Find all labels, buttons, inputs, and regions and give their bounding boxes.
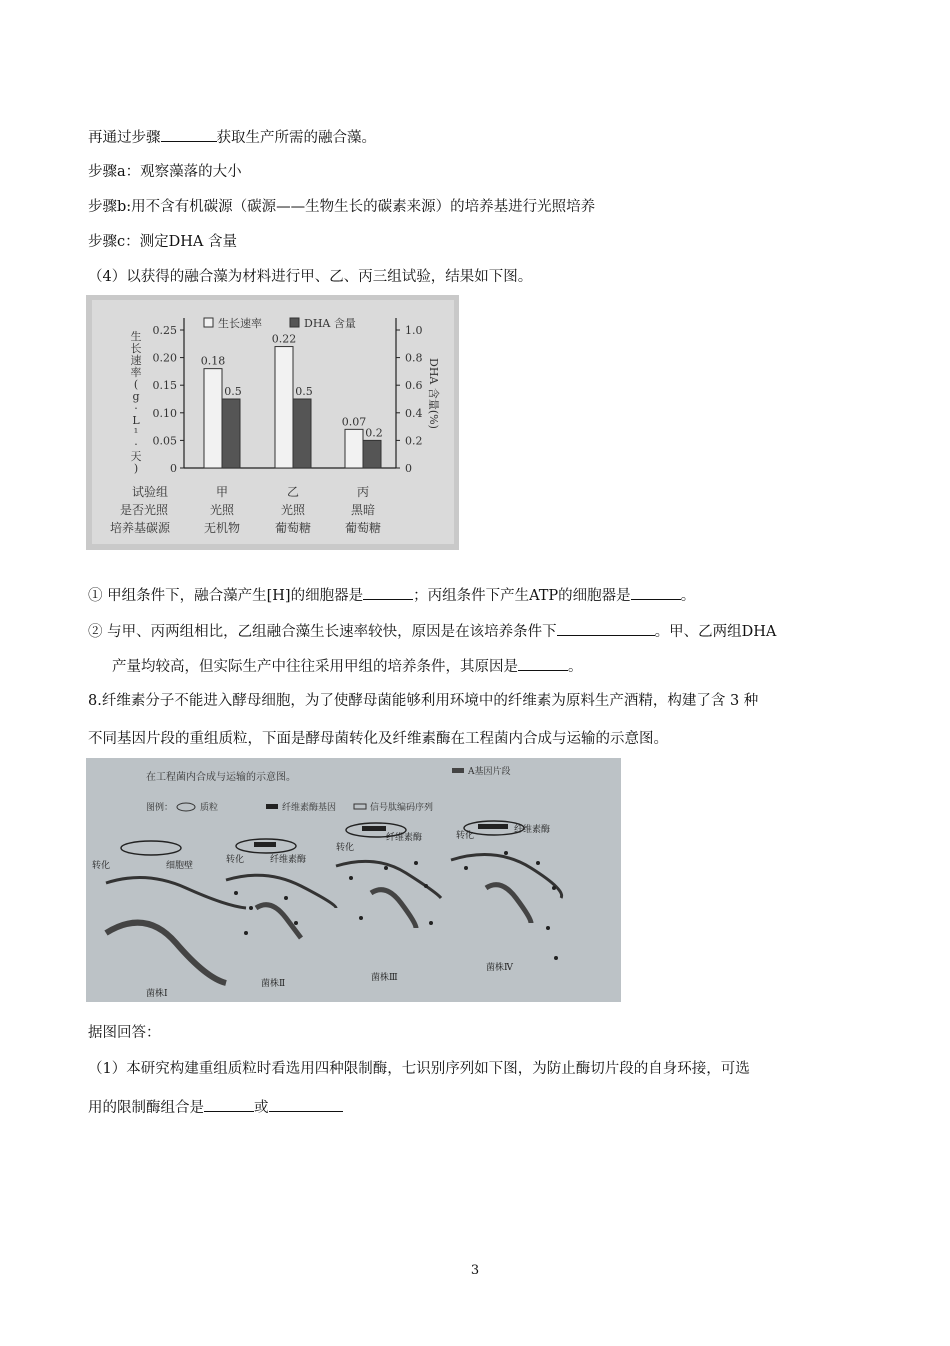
text-line-question-8b: 不同基因片段的重组质粒，下面是酵母菌转化及纤维素酶在工程菌内合成与运输的示意图。	[88, 731, 668, 747]
answer-blank[interactable]	[269, 1097, 343, 1112]
bar-growth-rate	[204, 369, 222, 468]
page-number: 3	[470, 1263, 480, 1278]
data-label-growth: 0.22	[271, 332, 297, 346]
legend-label-growth: 生长速率	[218, 317, 262, 330]
answer-blank[interactable]	[518, 656, 568, 671]
svg-text:菌株Ⅲ: 菌株Ⅲ	[371, 973, 398, 983]
text-line-q2-cont: 产量均较高，但实际生产中往往采用甲组的培养条件，其原因是 。	[112, 656, 583, 677]
row-label-light: 是否光照	[119, 503, 169, 517]
svg-text:纤维素酶: 纤维素酶	[386, 833, 423, 843]
svg-text:转化: 转化	[336, 843, 355, 853]
left-axis-label-char: g	[132, 390, 140, 403]
left-tick-label: 0.10	[152, 406, 177, 420]
text-line-answer-prompt: 据图回答：	[88, 1025, 161, 1041]
answer-blank[interactable]	[557, 621, 655, 636]
svg-text:转化: 转化	[456, 831, 475, 841]
data-label-dha: 0.5	[295, 385, 313, 398]
bar-growth-rate	[345, 429, 363, 468]
svg-text:A基因片段: A基因片段	[468, 767, 511, 777]
answer-blank[interactable]	[363, 585, 413, 600]
svg-text:信号肽编码序列: 信号肽编码序列	[370, 803, 434, 813]
text-line-question-8-1a: （1）本研究构建重组质粒时看选用四种限制酶，七识别序列如下图，为防止酶切片段的自身环接，可选	[88, 1061, 750, 1077]
category-label: 乙	[286, 485, 300, 499]
svg-text:质粒: 质粒	[200, 803, 219, 813]
right-tick-label: 0.6	[405, 379, 423, 393]
left-axis-label-char: 生	[130, 330, 142, 343]
data-label-growth: 0.07	[341, 415, 367, 429]
svg-text:图例：: 图例：	[146, 803, 174, 813]
svg-text:细胞壁: 细胞壁	[166, 861, 194, 871]
row-label-carbon: 培养基碳源	[109, 521, 171, 535]
left-axis-label-char: 长	[130, 342, 142, 355]
bar-dha-content	[363, 440, 381, 468]
text-line-step-c: 步骤c：测定DHA 含量	[88, 234, 237, 250]
light-condition-label: 黑暗	[350, 503, 376, 517]
bar-chart-photo	[86, 295, 459, 550]
bar-dha-content	[293, 399, 311, 468]
right-tick-label: 0.8	[405, 351, 423, 365]
left-tick-label: 0.25	[152, 324, 177, 337]
cellulase-gene-legend-icon	[266, 804, 278, 809]
left-tick-label: 0	[170, 462, 177, 475]
left-axis-label-char: (	[133, 378, 139, 391]
bar-growth-rate	[275, 347, 293, 468]
data-label-dha: 0.2	[365, 426, 383, 440]
svg-text:转化: 转化	[92, 861, 111, 871]
carbon-source-label: 葡萄糖	[344, 521, 382, 535]
legend-swatch-dha	[290, 318, 299, 327]
left-axis-label-char: ¹	[133, 426, 139, 439]
right-tick-label: 0.2	[405, 434, 423, 448]
left-axis-label-char: 天	[130, 450, 142, 463]
category-label: 甲	[215, 485, 229, 499]
right-axis-label: DHA 含量(%)	[427, 358, 440, 429]
row-label-group: 试验组	[131, 485, 169, 499]
text-line-question-4: （4）以获得的融合藻为材料进行甲、乙、丙三组试验，结果如下图。	[88, 269, 533, 285]
figure-caption: 在工程菌内合成与运输的示意图。	[146, 772, 296, 783]
text-line-question-8a: 8.纤维素分子不能进入酵母细胞，为了使酵母菌能够利用环境中的纤维素为原料生产酒精，构建了含 3 种	[88, 693, 759, 709]
text-line-question-8-1b: 用的限制酶组合是 或	[88, 1097, 343, 1118]
svg-text:菌株Ⅰ: 菌株Ⅰ	[146, 989, 168, 999]
bar-chart	[92, 300, 454, 544]
gene-segment	[254, 842, 276, 847]
light-condition-label: 光照	[280, 503, 306, 517]
answer-blank[interactable]	[204, 1097, 254, 1112]
data-label-growth: 0.18	[200, 354, 226, 368]
left-axis-label-char: ·	[134, 402, 138, 415]
bar-dha-content	[222, 399, 240, 468]
svg-text:纤维素酶基因: 纤维素酶基因	[282, 803, 337, 813]
gene-segment	[362, 826, 386, 831]
left-tick-label: 0.20	[152, 351, 177, 365]
answer-blank[interactable]	[631, 585, 681, 600]
right-tick-label: 1.0	[405, 324, 423, 337]
legend-swatch-growth	[204, 318, 213, 327]
yeast-figure-drawing	[86, 758, 621, 1002]
left-tick-label: 0.05	[152, 434, 177, 448]
right-tick-label: 0	[405, 462, 412, 475]
data-label-dha: 0.5	[224, 385, 242, 398]
carbon-source-label: 葡萄糖	[274, 521, 312, 535]
a-gene-legend-icon	[452, 768, 464, 773]
carbon-source-label: 无机物	[203, 521, 241, 535]
svg-text:纤维素酶: 纤维素酶	[270, 855, 307, 865]
text-line-step-select: 再通过步骤 获取生产所需的融合藻。	[88, 127, 376, 148]
text-line-step-b: 步骤b:用不含有机碳源（碳源——生物生长的碳素来源）的培养基进行光照培养	[88, 199, 596, 215]
left-axis-label-char: 速	[130, 354, 142, 367]
svg-text:转化: 转化	[226, 855, 245, 865]
text-line-q1: ① 甲组条件下，融合藻产生[H]的细胞器是 ；丙组条件下产生ATP的细胞器是 。	[88, 585, 695, 606]
svg-text:菌株Ⅳ: 菌株Ⅳ	[486, 963, 513, 973]
gene-segment	[478, 824, 508, 829]
left-axis-label-char: L	[132, 414, 140, 427]
left-axis-label-char: ·	[134, 438, 138, 451]
text-line-step-a: 步骤a：观察藻落的大小	[88, 164, 242, 180]
category-label: 丙	[356, 485, 370, 499]
left-tick-label: 0.15	[152, 379, 177, 393]
light-condition-label: 光照	[209, 503, 235, 517]
left-axis-label-char: )	[133, 462, 139, 475]
right-tick-label: 0.4	[405, 406, 423, 420]
yeast-transformation-figure	[86, 758, 621, 1002]
svg-text:菌株Ⅱ: 菌株Ⅱ	[261, 979, 286, 989]
text-line-q2: ② 与甲、丙两组相比，乙组融合藻生长速率较快，原因是在该培养条件下 。甲、乙两组DHA	[88, 621, 776, 642]
left-axis-label-char: 率	[130, 366, 142, 379]
answer-blank[interactable]	[161, 127, 217, 142]
svg-text:纤维素酶: 纤维素酶	[514, 825, 551, 835]
legend-label-dha: DHA 含量	[304, 317, 356, 330]
